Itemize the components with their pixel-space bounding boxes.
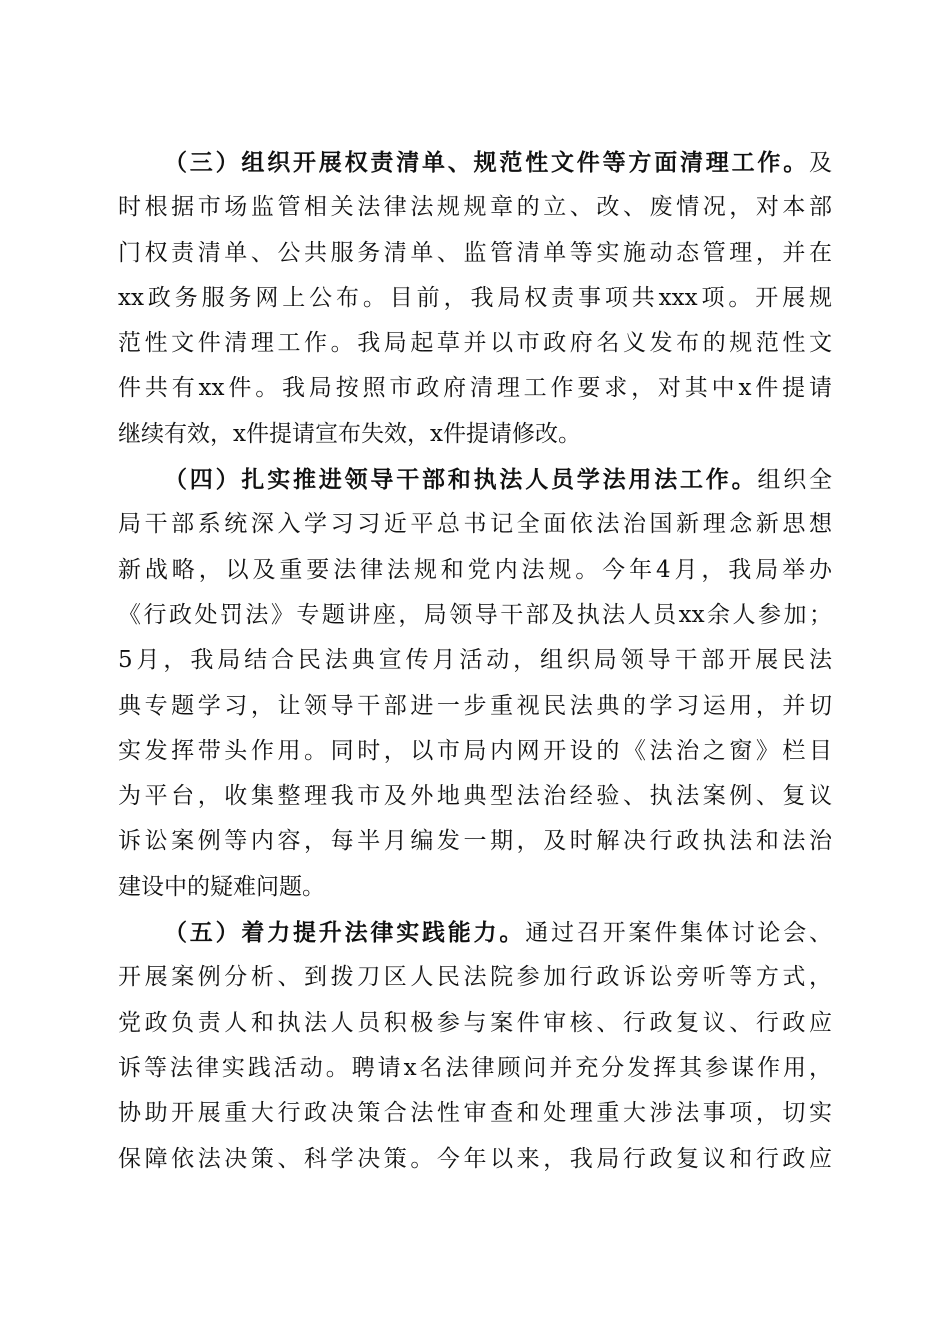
text-line: 协助开展重大行政决策合法性审查和处理重大涉法事项，切实 <box>118 1100 832 1127</box>
text-line: 建设中的疑难问题。 <box>118 873 325 900</box>
text-line: 范性文件清理工作。我局起草并以市政府名义发布的规范性文 <box>118 330 832 357</box>
text-line <box>118 910 832 955</box>
text-line: 党政负责人和执法人员积极参与案件审核、行政复议、行政应 <box>118 1009 832 1036</box>
paragraph-section-5 <box>118 910 832 1182</box>
text-line: 新战略，以及重要法律法规和党内法规。今年4月，我局举办 <box>118 556 832 583</box>
section-heading: （五）着力提升法律实践能力。 <box>164 919 526 947</box>
paragraph-section-3 <box>118 140 832 457</box>
text-line: 典专题学习，让领导干部进一步重视民法典的学习运用，并切 <box>118 692 832 719</box>
text-line: 《行政处罚法》专题讲座，局领导干部及执法人员xx余人参加； <box>118 601 832 628</box>
text-line: 为平台，收集整理我市及外地典型法治经验、执法案例、复议 <box>118 783 832 810</box>
text-run: 组织全 <box>757 467 832 494</box>
text-line: 诉讼案例等内容，每半月编发一期，及时解决行政执法和法治 <box>118 828 832 855</box>
text-line: xx政务服务网上公布。目前，我局权责事项共xxx项。开展规 <box>118 284 832 311</box>
text-line: 5月，我局结合民法典宣传月活动，组织局领导干部开展民法 <box>118 647 832 674</box>
text-line: 件共有xx件。我局按照市政府清理工作要求，对其中x件提请 <box>118 375 832 402</box>
section-heading: （三）组织开展权责清单、规范性文件等方面清理工作。 <box>164 149 809 176</box>
text-line: 实发挥带头作用。同时，以市局内网开设的《法治之窗》栏目 <box>118 737 832 764</box>
text-line: 诉等法律实践活动。聘请x名法律顾问并充分发挥其参谋作用， <box>118 1054 832 1081</box>
text-line: 门权责清单、公共服务清单、监管清单等实施动态管理，并在 <box>118 239 832 266</box>
text-line: 时根据市场监管相关法律法规规章的立、改、废情况，对本部 <box>118 194 832 221</box>
text-run: 及 <box>809 150 832 176</box>
section-heading: （四）扎实推进领导干部和执法人员学法用法工作。 <box>164 466 758 494</box>
text-line <box>118 140 832 185</box>
text-line: 局干部系统深入学习习近平总书记全面依法治国新理念新思想 <box>118 511 832 538</box>
paragraph-section-4 <box>118 457 832 910</box>
text-line <box>118 457 832 502</box>
text-line: 保障依法决策、科学决策。今年以来，我局行政复议和行政应 <box>118 1145 832 1172</box>
text-line: 继续有效，x件提请宣布失效，x件提请修改。 <box>118 420 581 447</box>
text-run: 通过召开案件集体讨论会、 <box>525 920 832 947</box>
text-line: 开展案例分析、到拨刀区人民法院参加行政诉讼旁听等方式， <box>118 964 832 991</box>
